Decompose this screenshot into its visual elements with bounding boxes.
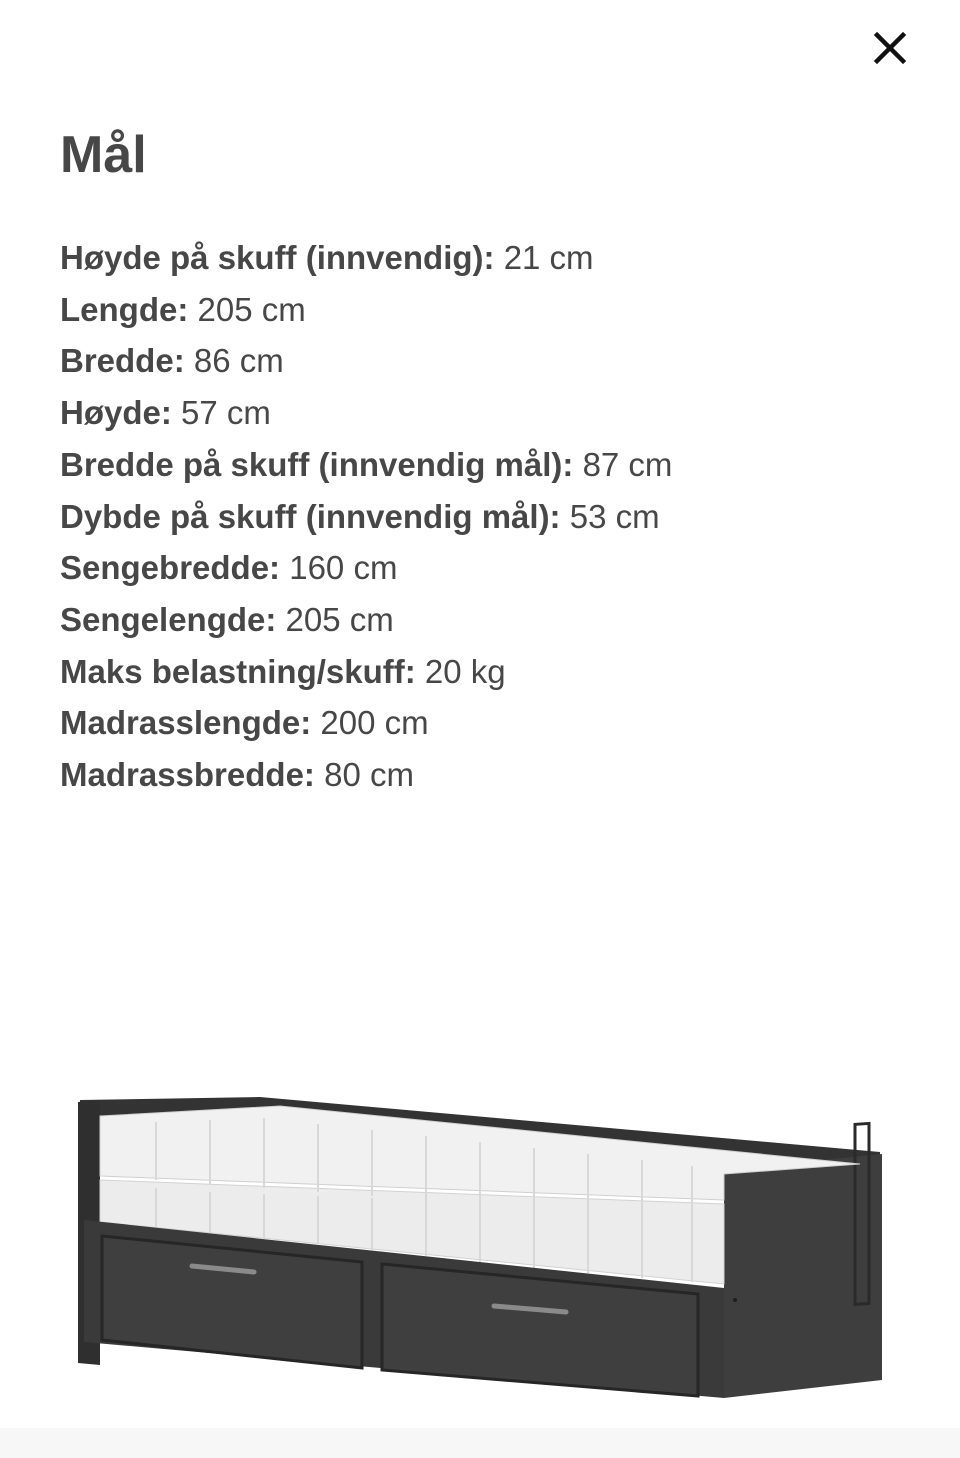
spec-row: [60, 335, 920, 387]
spec-value: 205 cm: [197, 290, 306, 328]
spec-row: [60, 749, 920, 801]
spec-label: Sengelengde:: [60, 600, 277, 638]
daybed-product-image: [60, 1080, 900, 1410]
spec-label: Madrassbredde:: [60, 756, 315, 794]
spec-row: [60, 697, 920, 749]
spec-label: Maks belastning/skuff:: [60, 652, 416, 690]
spec-value: 20 kg: [424, 652, 506, 690]
spec-row: [60, 594, 920, 646]
spec-row: [60, 284, 920, 336]
spec-value: 86 cm: [193, 342, 284, 380]
spec-row: [60, 232, 920, 284]
spec-label: Lengde:: [60, 290, 189, 328]
dimension-list: [60, 232, 920, 801]
spec-value: 160 cm: [289, 549, 398, 587]
spec-label: Høyde:: [60, 394, 172, 432]
spec-label: Sengebredde:: [60, 549, 281, 587]
spec-value: 205 cm: [285, 600, 394, 638]
spec-label: Bredde:: [60, 342, 185, 380]
spec-row: [60, 646, 920, 698]
spec-label: Madrasslengde:: [60, 704, 312, 742]
close-button[interactable]: [868, 26, 912, 70]
spec-value: 87 cm: [582, 445, 673, 483]
spec-row: [60, 439, 920, 491]
spec-label: Dybde på skuff (innvendig mål):: [60, 497, 561, 535]
close-icon: [868, 26, 912, 70]
spec-value: 53 cm: [569, 497, 660, 535]
spec-value: 57 cm: [181, 394, 271, 432]
spec-row: [60, 491, 920, 543]
bottom-fade: [0, 1428, 960, 1458]
spec-row: [60, 542, 920, 594]
spec-row: [60, 387, 920, 439]
spec-value: 21 cm: [503, 239, 594, 276]
page-title: Mål: [60, 126, 147, 184]
spec-label: Høyde på skuff (innvendig):: [60, 239, 495, 276]
spec-value: 200 cm: [320, 704, 429, 742]
spec-value: 80 cm: [324, 756, 414, 794]
spec-label: Bredde på skuff (innvendig mål):: [60, 445, 574, 483]
